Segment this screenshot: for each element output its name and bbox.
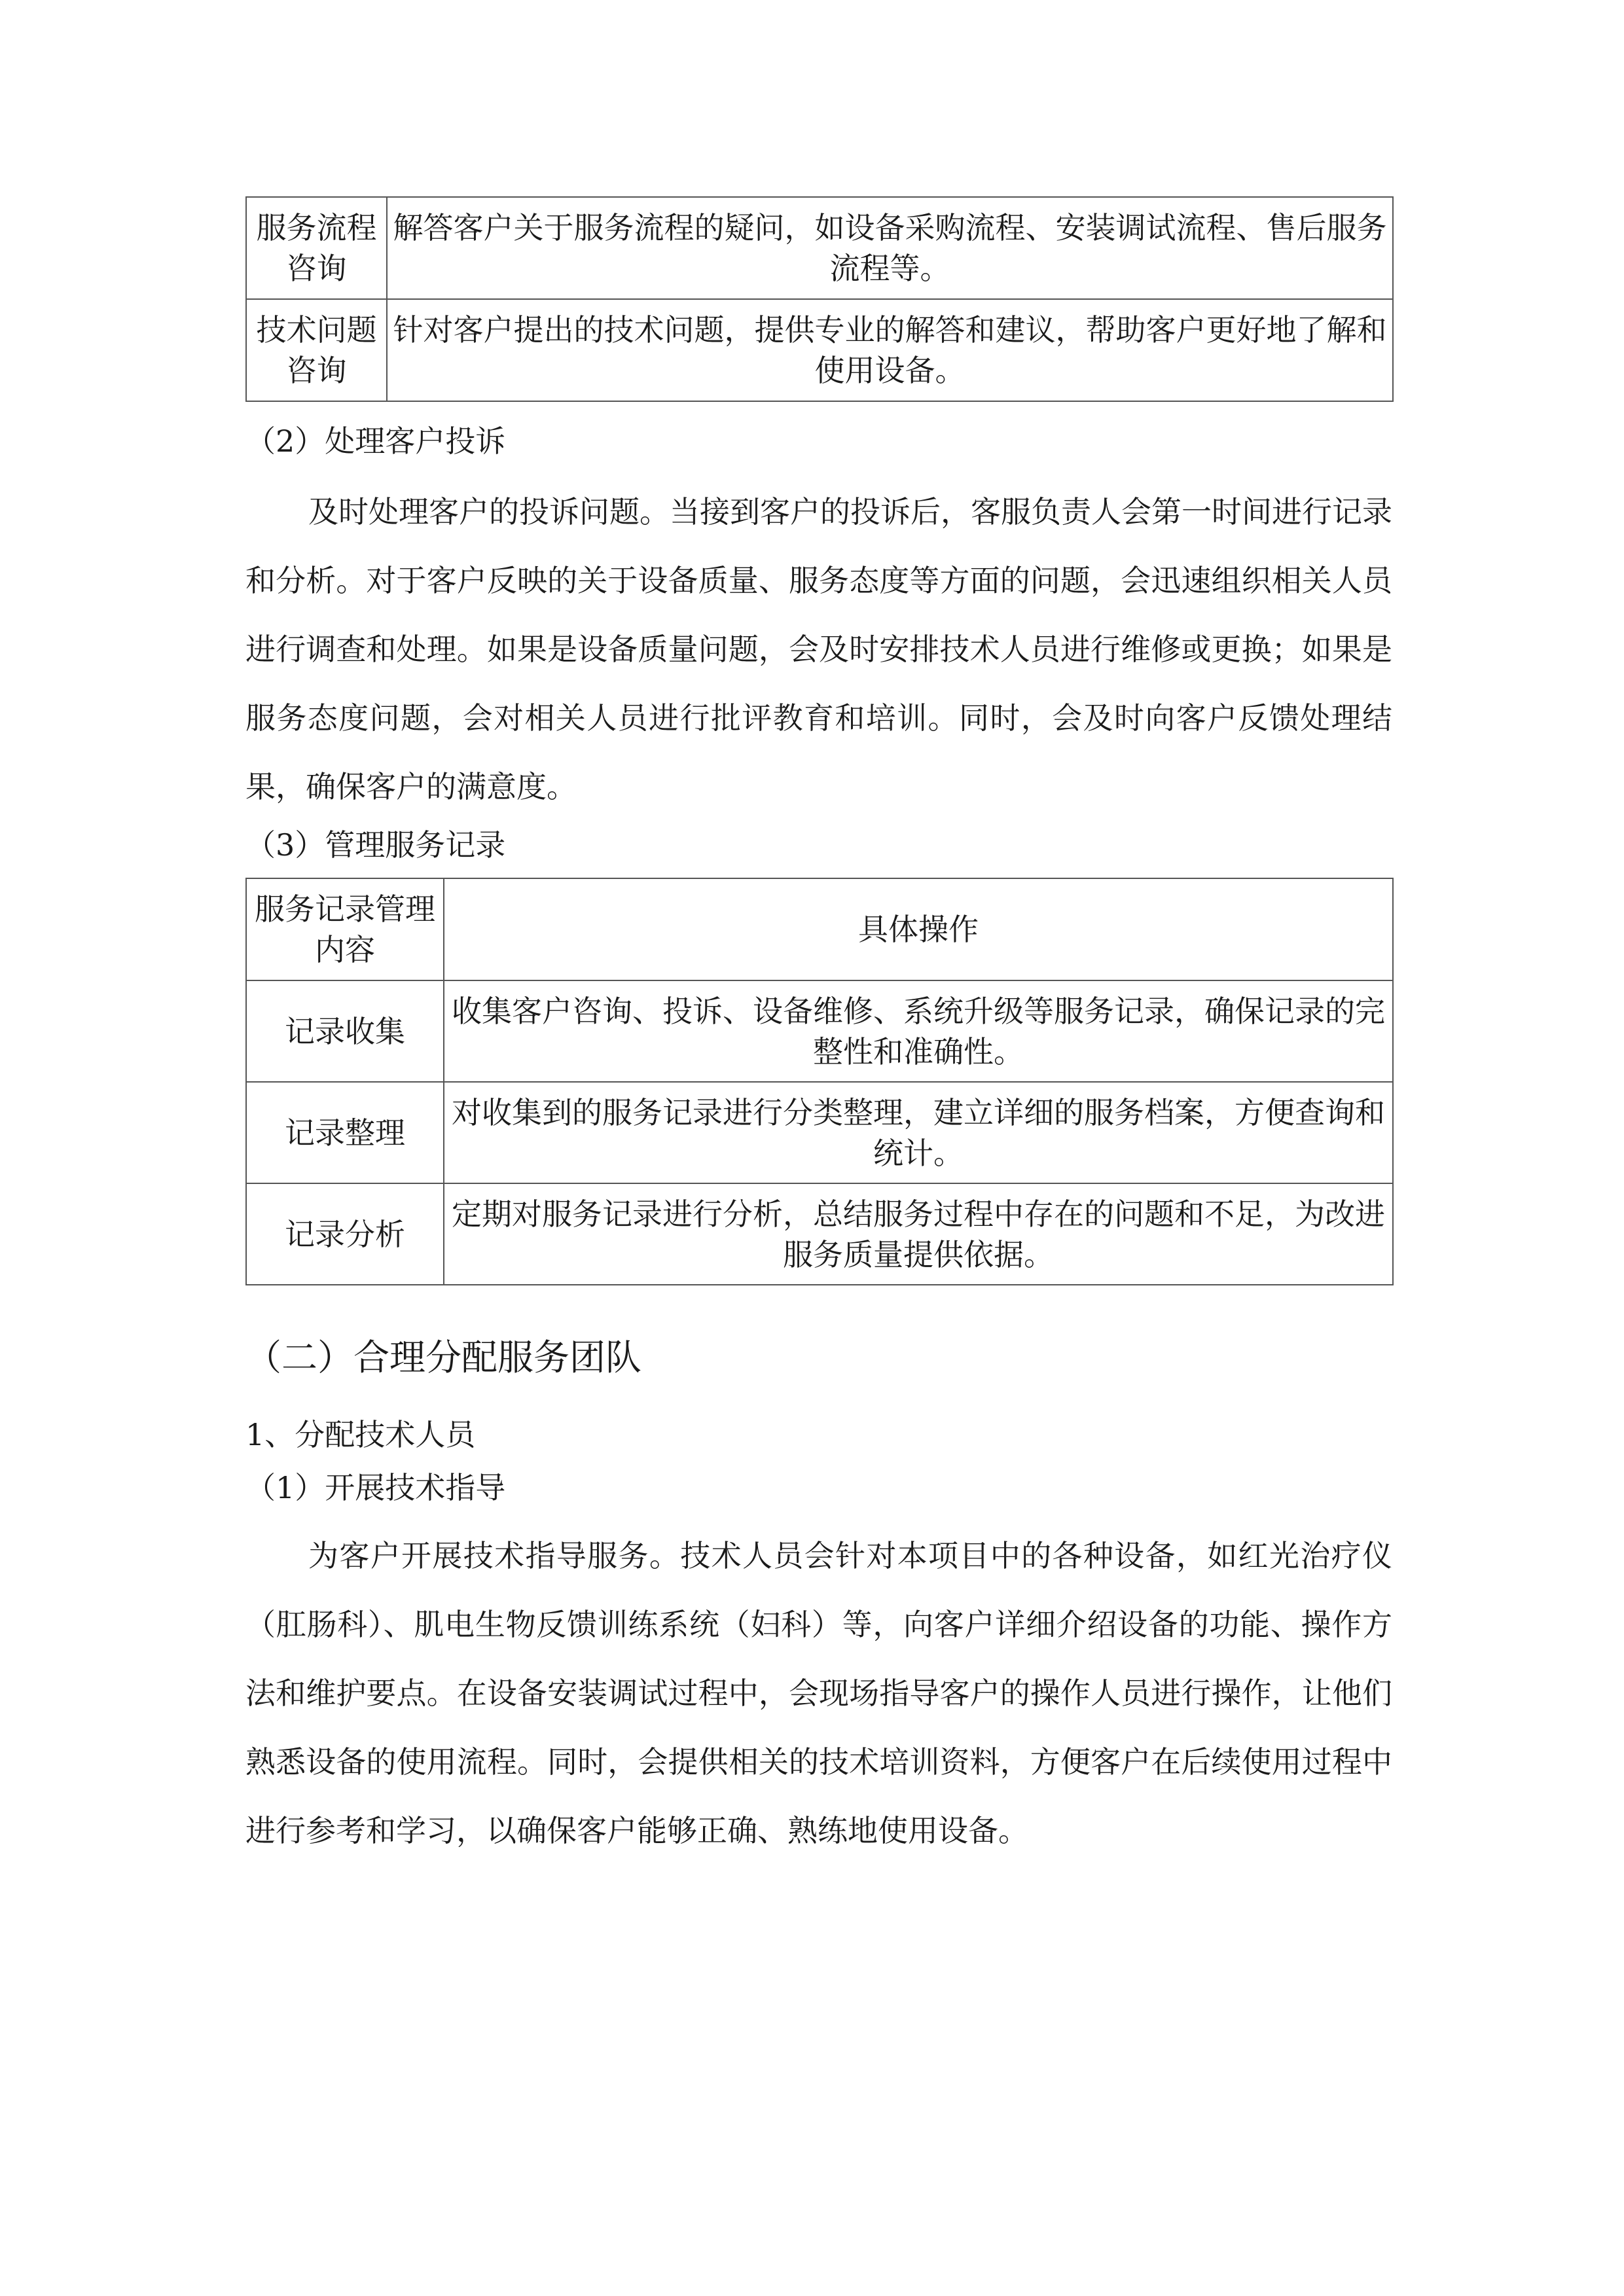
- table-cell-label: 记录整理: [246, 1082, 444, 1183]
- table-row: [246, 1082, 1393, 1183]
- table-cell-text: 定期对服务记录进行分析，总结服务过程中存在的问题和不足，为改进服务质量提供依据。: [444, 1183, 1393, 1285]
- table-cell-text: 针对客户提出的技术问题，提供专业的解答和建议，帮助客户更好地了解和使用设备。: [387, 299, 1393, 401]
- subheading: 1、分配技术人员: [245, 1417, 476, 1452]
- body-paragraph: 及时处理客户的投诉问题。当接到客户的投诉后，客服负责人会第一时间进行记录和分析。对于客户反映的关于设备质量、服务态度等方面的问题，会迅速组织相关人员进行调查和处理。如果是设备质量问题，会及时安排技术人员进行维修或更换；如果是服务态度问题，会对相关人员进行批评教育和培训。同时，会及时向客户反馈处理结果，确保客户的满意度。: [245, 494, 1392, 804]
- table-cell-text: 对收集到的服务记录进行分类整理，建立详细的服务档案，方便查询和统计。: [444, 1082, 1393, 1183]
- service-records-table: [245, 878, 1394, 1285]
- part-heading: （二）合理分配服务团队: [245, 1336, 642, 1378]
- table-header-cell: 服务记录管理内容: [246, 878, 444, 980]
- table-cell-label: 技术问题咨询: [246, 299, 387, 401]
- body-paragraph: 为客户开展技术指导服务。技术人员会针对本项目中的各种设备，如红光治疗仪（肛肠科）、肌电生物反馈训练系统（妇科）等，向客户详细介绍设备的功能、操作方法和维护要点。在设备安装调试过程中，会现场指导客户的操作人员进行操作，让他们熟悉设备的使用流程。同时，会提供相关的技术培训资料，方便客户在后续使用过程中进行参考和学习，以确保客户能够正确、熟练地使用设备。: [245, 1538, 1392, 1848]
- table-row: [246, 980, 1393, 1082]
- subheading: （1）开展技术指导: [245, 1470, 506, 1505]
- table-cell-label: 记录收集: [246, 980, 444, 1082]
- table-cell-text: 收集客户咨询、投诉、设备维修、系统升级等服务记录，确保记录的完整性和准确性。: [444, 980, 1393, 1082]
- table-cell-text: 解答客户关于服务流程的疑问，如设备采购流程、安装调试流程、售后服务流程等。: [387, 197, 1393, 299]
- consultation-table: [245, 196, 1394, 402]
- table-cell-label: 服务流程咨询: [246, 197, 387, 299]
- table-header-row: [246, 878, 1393, 980]
- section-heading: （2）处理客户投诉: [245, 423, 506, 459]
- section-heading: （3）管理服务记录: [245, 827, 506, 863]
- table-row: [246, 197, 1393, 299]
- table-row: [246, 299, 1393, 401]
- table-header-cell: 具体操作: [444, 878, 1393, 980]
- table-cell-label: 记录分析: [246, 1183, 444, 1285]
- table-row: [246, 1183, 1393, 1285]
